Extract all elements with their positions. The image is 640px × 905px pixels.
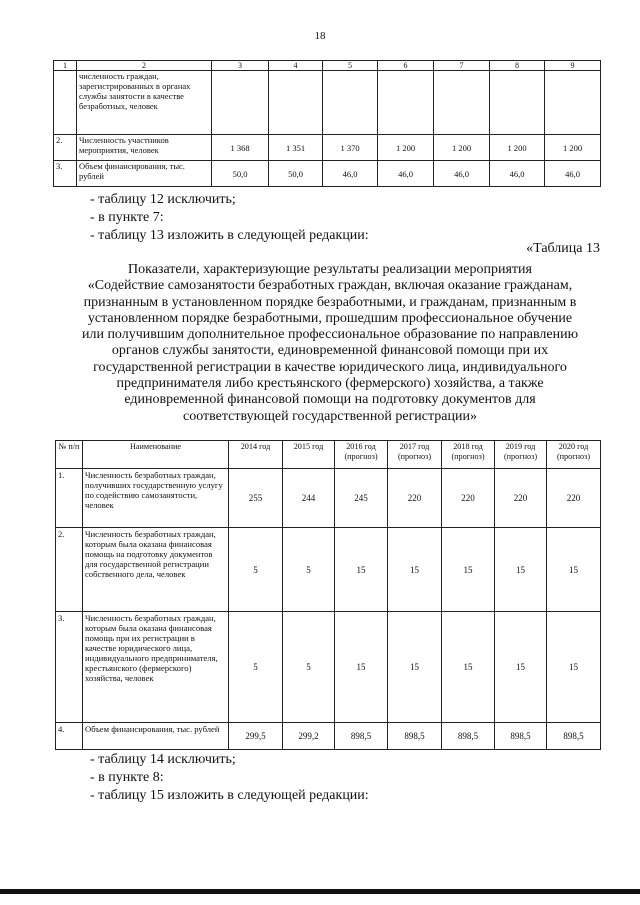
- table-caption: «Таблица 13: [526, 241, 600, 256]
- header-year: 2015 год: [283, 441, 335, 469]
- row-label: Объем финансирования, тыс. рублей: [77, 161, 212, 187]
- cell-value: [545, 71, 601, 135]
- cell-value: 1 200: [434, 135, 490, 161]
- header-num: № п/п: [56, 441, 83, 469]
- cell-value: 1 370: [323, 135, 378, 161]
- instruction-line: - таблицу 12 исключить;: [90, 192, 236, 207]
- table-heading: [50, 262, 610, 425]
- cell-value: 46,0: [434, 161, 490, 187]
- instruction-line: - в пункте 8:: [90, 770, 164, 785]
- heading-line: «Содействие самозанятости безработных граждан, включая оказание гражданам,: [87, 278, 573, 294]
- column-number: 9: [545, 61, 601, 71]
- cell-value: 15: [495, 612, 547, 723]
- cell-value: 5: [283, 528, 335, 612]
- heading-line: органов службы занятости, единовременной финансовой помощи при их: [111, 343, 549, 359]
- cell-value: 220: [547, 469, 601, 528]
- cell-value: 15: [442, 528, 495, 612]
- table-row: [56, 723, 601, 750]
- column-number: 5: [323, 61, 378, 71]
- cell-value: 15: [335, 528, 388, 612]
- row-label: численность граждан, зарегистрированных в органах службы занятости в качестве безработных, человек: [77, 71, 212, 135]
- cell-value: [490, 71, 545, 135]
- cell-value: 299,2: [283, 723, 335, 750]
- column-number: 1: [54, 61, 77, 71]
- row-number: [54, 71, 77, 135]
- header-year: 2018 год (прогноз): [442, 441, 495, 469]
- cell-value: 46,0: [378, 161, 434, 187]
- header-name: Наименование: [83, 441, 229, 469]
- column-number: 7: [434, 61, 490, 71]
- column-number-row: [54, 61, 601, 71]
- row-label: Численность безработных граждан, получивших государственную услугу по содействию самозанятости, человек: [83, 469, 229, 528]
- row-number: 2.: [54, 135, 77, 161]
- header-year: 2019 год (прогноз): [495, 441, 547, 469]
- cell-value: 898,5: [335, 723, 388, 750]
- cell-value: 220: [442, 469, 495, 528]
- cell-value: 46,0: [490, 161, 545, 187]
- row-number: 4.: [56, 723, 83, 750]
- cell-value: 220: [495, 469, 547, 528]
- cell-value: 15: [495, 528, 547, 612]
- row-number: 3.: [56, 612, 83, 723]
- row-label: Численность безработных граждан, которым была оказана финансовая помощь при их регистрации в качестве юридического лица, индивидуального предпринимателя, крестьянского (фермерского) хозяйства, человек: [83, 612, 229, 723]
- cell-value: 15: [388, 612, 442, 723]
- heading-line: установленном порядке безработными, прошедшим профессиональное обучение: [87, 310, 573, 326]
- cell-value: 898,5: [388, 723, 442, 750]
- cell-value: 15: [388, 528, 442, 612]
- table-row: [56, 612, 601, 723]
- row-number: 3.: [54, 161, 77, 187]
- cell-value: 5: [283, 612, 335, 723]
- cell-value: 1 200: [545, 135, 601, 161]
- header-year: 2017 год (прогноз): [388, 441, 442, 469]
- table-row: [54, 161, 601, 187]
- cell-value: 1 200: [378, 135, 434, 161]
- header-year: 2020 год (прогноз): [547, 441, 601, 469]
- heading-line: Показатели, характеризующие результаты реализации мероприятия: [128, 262, 532, 277]
- column-number: 2: [77, 61, 212, 71]
- cell-value: 15: [335, 612, 388, 723]
- cell-value: 15: [547, 528, 601, 612]
- cell-value: 898,5: [442, 723, 495, 750]
- cell-value: 1 200: [490, 135, 545, 161]
- cell-value: 15: [442, 612, 495, 723]
- heading-line: соответствующей государственной регистрации»: [182, 408, 477, 424]
- page-number: 18: [314, 30, 326, 42]
- row-number: 2.: [56, 528, 83, 612]
- header-row: [56, 441, 601, 469]
- heading-line: предпринимателя либо крестьянского (фермерского) хозяйства, а также: [116, 376, 544, 392]
- row-label: Численность безработных граждан, которым была оказана финансовая помощь на подготовку документов для государственной регистрации собственного дела, человек: [83, 528, 229, 612]
- column-number: 4: [269, 61, 323, 71]
- page-bottom-border: [0, 889, 640, 894]
- row-label: Объем финансирования, тыс. рублей: [83, 723, 229, 750]
- table-continuation: [53, 60, 601, 187]
- cell-value: [378, 71, 434, 135]
- instruction-line: - таблицу 13 изложить в следующей редакции:: [90, 228, 369, 243]
- instruction-line: - в пункте 7:: [90, 210, 164, 225]
- cell-value: [323, 71, 378, 135]
- cell-value: 898,5: [547, 723, 601, 750]
- cell-value: [434, 71, 490, 135]
- header-year: 2014 год: [229, 441, 283, 469]
- cell-value: 46,0: [545, 161, 601, 187]
- heading-line: или получившим дополнительное профессиональное образование по направлению: [81, 327, 579, 343]
- table-13: [55, 440, 601, 750]
- cell-value: 1 351: [269, 135, 323, 161]
- cell-value: 245: [335, 469, 388, 528]
- cell-value: [212, 71, 269, 135]
- heading-line: единовременной финансовой помощи на подготовку документов для: [124, 392, 536, 408]
- cell-value: 244: [283, 469, 335, 528]
- column-number: 8: [490, 61, 545, 71]
- column-number: 6: [378, 61, 434, 71]
- cell-value: 5: [229, 528, 283, 612]
- table-row: [54, 135, 601, 161]
- header-year: 2016 год (прогноз): [335, 441, 388, 469]
- cell-value: 46,0: [323, 161, 378, 187]
- table-row: [54, 71, 601, 135]
- column-number: 3: [212, 61, 269, 71]
- cell-value: 50,0: [212, 161, 269, 187]
- instruction-line: - таблицу 15 изложить в следующей редакции:: [90, 788, 369, 803]
- cell-value: 898,5: [495, 723, 547, 750]
- table-row: [56, 528, 601, 612]
- table-row: [56, 469, 601, 528]
- instruction-line: - таблицу 14 исключить;: [90, 752, 236, 767]
- row-label: Численность участников мероприятия, человек: [77, 135, 212, 161]
- cell-value: 299,5: [229, 723, 283, 750]
- cell-value: 255: [229, 469, 283, 528]
- heading-line: признанным в установленном порядке безработными, и гражданам, признанным в: [83, 294, 577, 310]
- cell-value: 220: [388, 469, 442, 528]
- cell-value: 15: [547, 612, 601, 723]
- cell-value: 50,0: [269, 161, 323, 187]
- heading-line: государственной регистрации в качестве юридического лица, индивидуального: [93, 359, 567, 375]
- cell-value: 5: [229, 612, 283, 723]
- cell-value: [269, 71, 323, 135]
- row-number: 1.: [56, 469, 83, 528]
- cell-value: 1 368: [212, 135, 269, 161]
